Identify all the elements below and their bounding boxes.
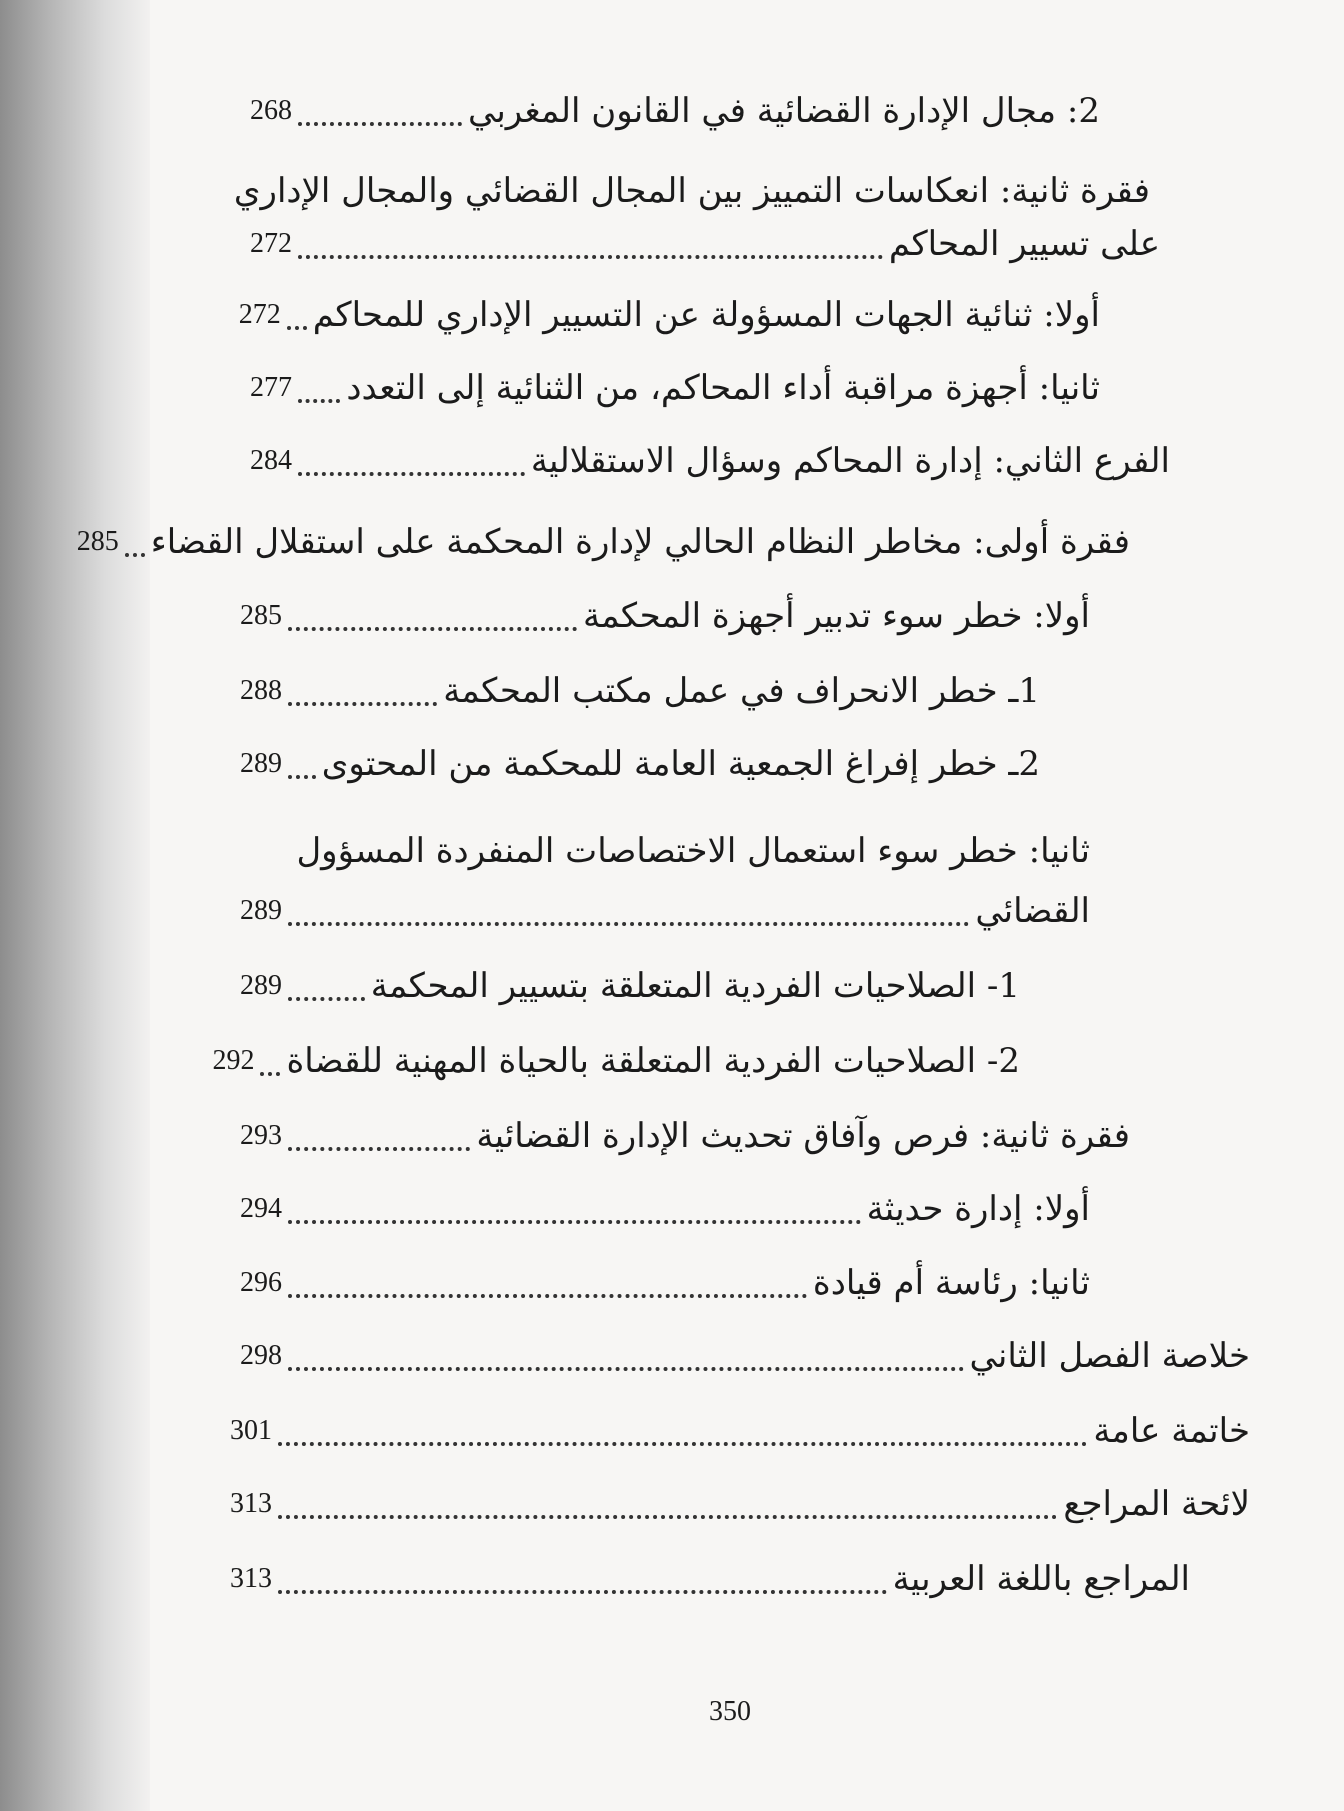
dot-leader xyxy=(298,96,462,126)
toc-entry xyxy=(230,1400,1250,1462)
toc-entry-page: 285 xyxy=(240,600,282,631)
toc-entry-page: 289 xyxy=(240,895,282,926)
dot-leader xyxy=(278,1564,887,1594)
toc-entry-page: 285 xyxy=(76,526,119,557)
toc-entry xyxy=(240,1252,1090,1314)
dot-leader xyxy=(298,229,883,259)
dot-leader xyxy=(260,1046,280,1076)
toc-entry-page: 288 xyxy=(240,675,282,706)
toc-entry-title-line xyxy=(296,820,1090,882)
toc-entry-title: ثانيا: أجهزة مراقبة أداء المحاكم، من الثنائية إلى التعدد xyxy=(346,368,1100,408)
toc-entry-title: لائحة المراجع xyxy=(1063,1484,1250,1524)
toc-entry-page: 289 xyxy=(240,748,282,779)
toc-entry xyxy=(230,1548,1190,1610)
toc-entry-title: 1- الصلاحيات الفردية المتعلقة بتسيير المحكمة xyxy=(370,966,1020,1006)
toc-entry-title: فقرة ثانية: انعكاسات التمييز بين المجال القضائي والمجال الإداري xyxy=(233,171,1150,211)
page-number: 350 xyxy=(709,1696,751,1727)
toc-entry xyxy=(240,660,1040,722)
dot-leader xyxy=(288,1121,470,1151)
toc-entry-page: 293 xyxy=(240,1120,282,1151)
toc-entry xyxy=(240,880,1090,942)
toc-entry xyxy=(212,1030,1020,1092)
toc-entry-title: فقرة أولى: مخاطر النظام الحالي لإدارة المحكمة على استقلال القضاء xyxy=(150,522,1130,562)
dot-leader xyxy=(288,1341,964,1371)
toc-entry-page: 268 xyxy=(250,95,292,126)
dot-leader xyxy=(298,446,525,476)
toc-entry xyxy=(230,1473,1250,1535)
toc-entry xyxy=(250,80,1100,142)
toc-entry-continuation: القضائي xyxy=(975,891,1090,931)
book-binding-shadow xyxy=(0,0,150,1811)
toc-entry xyxy=(250,213,1160,275)
toc-entry-page: 272 xyxy=(238,299,281,330)
toc-entry-title: أولا: ثنائية الجهات المسؤولة عن التسيير الإداري للمحاكم xyxy=(312,295,1100,335)
toc-entry-title: أولا: إدارة حديثة xyxy=(866,1189,1090,1229)
dot-leader xyxy=(288,749,316,779)
toc-entry-page: 294 xyxy=(240,1193,282,1224)
toc-entry-page: 289 xyxy=(240,970,282,1001)
dot-leader xyxy=(288,971,365,1001)
toc-entry-page: 296 xyxy=(240,1267,282,1298)
toc-entry-title: المراجع باللغة العربية xyxy=(892,1559,1190,1599)
dot-leader xyxy=(288,676,437,706)
toc-entry-title: 2- الصلاحيات الفردية المتعلقة بالحياة المهنية للقضاة xyxy=(286,1041,1020,1081)
toc-entry-page: 298 xyxy=(240,1340,282,1371)
toc-entry xyxy=(240,733,1040,795)
toc-entry-title: فقرة ثانية: فرص وآفاق تحديث الإدارة القضائية xyxy=(476,1116,1130,1156)
toc-entry-continuation: على تسيير المحاكم xyxy=(888,224,1160,264)
toc-entry-title: ثانيا: رئاسة أم قيادة xyxy=(812,1263,1090,1303)
dot-leader xyxy=(288,896,969,926)
toc-entry xyxy=(250,430,1170,492)
toc-entry-title: أولا: خطر سوء تدبير أجهزة المحكمة xyxy=(582,596,1090,636)
toc-entry-page: 277 xyxy=(250,372,292,403)
toc-entry-title: خاتمة عامة xyxy=(1093,1411,1250,1451)
toc-entry xyxy=(238,284,1100,346)
toc-entry-title: 2: مجال الإدارة القضائية في القانون المغربي xyxy=(468,91,1100,131)
toc-entry-title: 1ـ خطر الانحراف في عمل مكتب المحكمة xyxy=(443,671,1040,711)
toc-entry-page: 313 xyxy=(230,1488,272,1519)
toc-entry xyxy=(240,1325,1250,1387)
toc-entry-page: 292 xyxy=(212,1045,255,1076)
dot-leader xyxy=(298,373,340,403)
toc-entry xyxy=(240,585,1090,647)
toc-entry-page: 301 xyxy=(230,1415,272,1446)
toc-entry-page: 313 xyxy=(230,1563,272,1594)
dot-leader xyxy=(288,1268,807,1298)
toc-entry xyxy=(240,1178,1090,1240)
toc-entry xyxy=(76,511,1130,573)
toc-entry-page: 284 xyxy=(250,445,292,476)
toc-entry-title: خلاصة الفصل الثاني xyxy=(969,1336,1250,1376)
toc-entry xyxy=(250,357,1100,419)
toc-entry-page: 272 xyxy=(250,228,292,259)
dot-leader xyxy=(278,1489,1057,1519)
dot-leader xyxy=(278,1416,1087,1446)
toc-entry-title: الفرع الثاني: إدارة المحاكم وسؤال الاستقلالية xyxy=(530,441,1170,481)
toc-entry xyxy=(240,1105,1130,1167)
toc-entry xyxy=(240,955,1020,1017)
toc-entry-title: ثانيا: خطر سوء استعمال الاختصاصات المنفردة المسؤول xyxy=(296,831,1090,871)
dot-leader xyxy=(288,601,577,631)
dot-leader xyxy=(288,1194,861,1224)
toc-entry-title: 2ـ خطر إفراغ الجمعية العامة للمحكمة من المحتوى xyxy=(321,744,1040,784)
dot-leader xyxy=(287,300,307,330)
dot-leader xyxy=(125,527,145,557)
